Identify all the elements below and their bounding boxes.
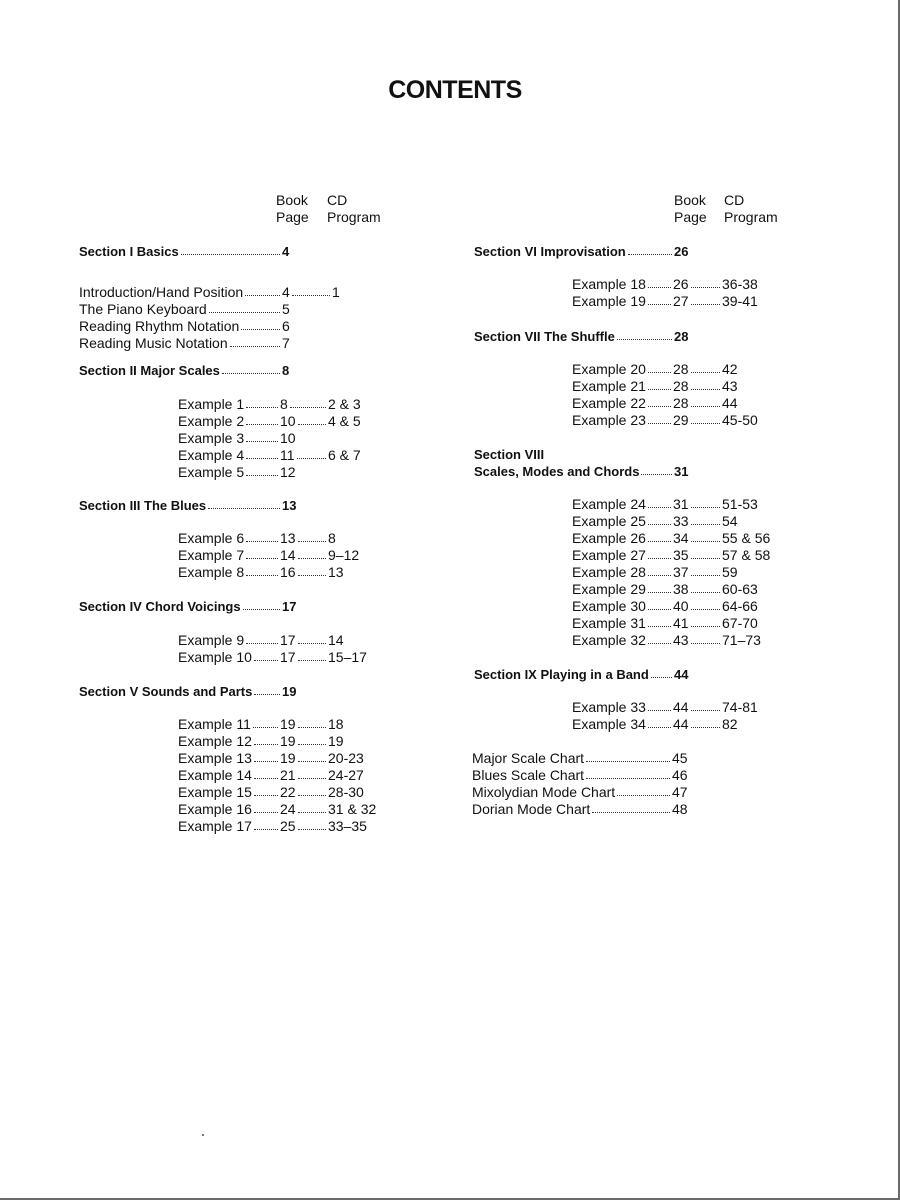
dot-leader	[691, 524, 720, 525]
dot-leader	[254, 795, 278, 796]
entry-label: Example 13	[178, 750, 252, 766]
page-number: 45	[672, 750, 688, 766]
toc-entry	[79, 335, 379, 352]
toc-entry	[178, 464, 408, 481]
dot-leader	[246, 441, 278, 442]
toc-entry	[572, 716, 802, 733]
entry-label: Example 4	[178, 447, 245, 463]
dot-leader	[297, 458, 326, 459]
dot-leader	[254, 660, 278, 661]
cd-program-number: 19	[328, 733, 344, 749]
chart-entry	[472, 767, 772, 784]
page-number: 28	[674, 329, 689, 344]
cd-program-number: 1	[332, 284, 340, 300]
page-number: 26	[674, 244, 689, 259]
cd-program-number: 55 & 56	[722, 530, 771, 546]
cd-program-number: 13	[328, 564, 344, 580]
dot-leader	[691, 304, 720, 305]
cd-program-number: 4 & 5	[328, 413, 361, 429]
dot-leader	[648, 304, 671, 305]
page-number: 4	[282, 284, 290, 300]
page-number: 10	[280, 430, 296, 446]
entry-label: Example 7	[178, 547, 245, 563]
cd-program-number: 67-70	[722, 615, 758, 631]
dot-leader	[298, 541, 326, 542]
section-heading	[474, 463, 774, 480]
dot-leader	[691, 727, 720, 728]
cd-program-number: 60-63	[722, 581, 758, 597]
toc-entry	[178, 447, 408, 464]
entry-label: Example 32	[572, 632, 646, 648]
dot-leader	[254, 812, 278, 813]
entry-label: Example 17	[178, 818, 252, 834]
page-number: 38	[673, 581, 689, 597]
dot-leader	[292, 295, 330, 296]
page-number: 8	[282, 363, 290, 378]
page-number: 40	[673, 598, 689, 614]
entry-label: Example 6	[178, 530, 245, 546]
entry-label: Example 8	[178, 564, 245, 580]
page-number: 31	[673, 496, 689, 512]
toc-entry	[178, 632, 408, 649]
dot-leader	[298, 727, 326, 728]
cd-program-number: 6 & 7	[328, 447, 361, 463]
entry-label: Example 27	[572, 547, 646, 563]
dot-leader	[298, 744, 326, 745]
toc-entry	[79, 284, 379, 301]
dot-leader	[246, 458, 278, 459]
page-number: 27	[673, 293, 689, 309]
dot-leader	[691, 609, 720, 610]
dot-leader	[648, 710, 671, 711]
page-number: 28	[673, 361, 689, 377]
page-number: 19	[280, 733, 296, 749]
page-number: 29	[673, 412, 689, 428]
entry-label: Example 12	[178, 733, 252, 749]
page-title: CONTENTS	[388, 76, 522, 104]
cd-program-number: 57 & 58	[722, 547, 771, 563]
toc-entry	[572, 564, 802, 581]
dot-leader	[648, 541, 671, 542]
page-number: 5	[282, 301, 290, 317]
dot-leader	[246, 475, 278, 476]
page-number: 4	[282, 244, 290, 259]
toc-entry	[178, 801, 408, 818]
entry-label: Section III The Blues	[79, 498, 207, 513]
page-number: 35	[673, 547, 689, 563]
dot-leader	[298, 778, 326, 779]
section-heading	[79, 598, 379, 615]
entry-label: Example 33	[572, 699, 646, 715]
dot-leader	[691, 389, 720, 390]
page-number: 12	[280, 464, 296, 480]
chart-entry	[472, 784, 772, 801]
dot-leader	[586, 761, 670, 762]
dot-leader	[617, 339, 672, 340]
dot-leader	[254, 829, 278, 830]
dot-leader	[246, 541, 278, 542]
page-number: 48	[672, 801, 688, 817]
toc-entry	[178, 530, 408, 547]
page-number: 7	[282, 335, 290, 351]
toc-entry	[178, 547, 408, 564]
entry-label: Introduction/Hand Position	[79, 284, 244, 300]
page-number: 28	[673, 395, 689, 411]
page-number: 31	[674, 464, 689, 479]
section-heading	[474, 666, 774, 683]
toc-entry	[79, 318, 379, 335]
dot-leader	[298, 829, 326, 830]
chart-entry	[472, 801, 772, 818]
page-number: 43	[673, 632, 689, 648]
cd-program-number: 44	[722, 395, 738, 411]
entry-label: Example 15	[178, 784, 252, 800]
cd-program-header-right: CD Program	[724, 192, 778, 225]
dot-leader	[648, 558, 671, 559]
dot-leader	[648, 287, 671, 288]
dot-leader	[246, 407, 278, 408]
dot-leader	[648, 626, 671, 627]
page-number: 6	[282, 318, 290, 334]
dot-leader	[298, 795, 326, 796]
toc-entry	[572, 632, 802, 649]
entry-label: Example 26	[572, 530, 646, 546]
dot-leader	[208, 508, 280, 509]
toc-entry	[572, 496, 802, 513]
entry-label: Example 19	[572, 293, 646, 309]
toc-entry	[79, 301, 379, 318]
entry-label: Section V Sounds and Parts	[79, 684, 253, 699]
page-number: 34	[673, 530, 689, 546]
cd-program-number: 82	[722, 716, 738, 732]
cd-program-number: 42	[722, 361, 738, 377]
dot-leader	[298, 575, 326, 576]
cd-program-number: 33–35	[328, 818, 367, 834]
cd-program-number: 15–17	[328, 649, 367, 665]
toc-entry	[572, 699, 802, 716]
cd-program-number: 54	[722, 513, 738, 529]
dot-leader	[246, 424, 278, 425]
page-number: 16	[280, 564, 296, 580]
dot-leader	[254, 694, 280, 695]
toc-entry	[178, 767, 408, 784]
dot-leader	[243, 609, 280, 610]
entry-label: Reading Rhythm Notation	[79, 318, 240, 334]
entry-label: Section VI Improvisation	[474, 244, 626, 259]
cd-program-number: 28-30	[328, 784, 364, 800]
page-number: 47	[672, 784, 688, 800]
dot-leader	[648, 372, 671, 373]
entry-label: Mixolydian Mode Chart	[472, 784, 616, 800]
page-number: 26	[673, 276, 689, 292]
dot-leader	[648, 507, 671, 508]
page-number: 28	[673, 378, 689, 394]
dot-leader	[592, 812, 670, 813]
toc-entry	[572, 412, 802, 429]
entry-label: Example 3	[178, 430, 245, 446]
page-number: 10	[280, 413, 296, 429]
cd-program-number: 39-41	[722, 293, 758, 309]
page-number: 41	[673, 615, 689, 631]
dot-leader	[691, 643, 720, 644]
dot-leader	[648, 643, 671, 644]
cd-program-number: 31 & 32	[328, 801, 377, 817]
dot-leader	[691, 423, 720, 424]
entry-label: Example 9	[178, 632, 245, 648]
book-page-header-left: Book Page	[276, 192, 309, 225]
entry-label: Example 20	[572, 361, 646, 377]
entry-label: Example 25	[572, 513, 646, 529]
page-number: 33	[673, 513, 689, 529]
cd-program-number: 43	[722, 378, 738, 394]
toc-entry	[572, 276, 802, 293]
entry-label: Section I Basics	[79, 244, 179, 259]
page-number: 8	[280, 396, 288, 412]
section-heading	[474, 328, 774, 345]
section-heading	[79, 243, 379, 260]
section-heading	[79, 497, 379, 514]
entry-label: Example 11	[178, 716, 251, 732]
page-number: 17	[280, 632, 296, 648]
entry-label: Example 2	[178, 413, 245, 429]
dot-leader	[245, 295, 280, 296]
entry-label: Dorian Mode Chart	[472, 801, 591, 817]
entry-label: Example 1	[178, 396, 245, 412]
entry-label: Section II Major Scales	[79, 363, 220, 378]
dot-leader	[691, 372, 720, 373]
cd-program-number: 36-38	[722, 276, 758, 292]
entry-label: Example 14	[178, 767, 252, 783]
entry-label: Example 34	[572, 716, 646, 732]
dot-leader	[254, 744, 278, 745]
toc-entry	[178, 649, 408, 666]
toc-entry	[572, 361, 802, 378]
cd-program-number: 64-66	[722, 598, 758, 614]
page-number: 17	[282, 599, 297, 614]
entry-label: Example 21	[572, 378, 646, 394]
section-heading	[79, 683, 379, 700]
dot-leader	[586, 778, 670, 779]
dot-leader	[691, 558, 720, 559]
cd-program-number: 18	[328, 716, 344, 732]
page-number: 22	[280, 784, 296, 800]
scan-speck	[202, 1134, 204, 1136]
dot-leader	[298, 812, 326, 813]
cd-program-number: 59	[722, 564, 738, 580]
toc-entry	[178, 716, 408, 733]
page-number: 13	[280, 530, 296, 546]
entry-label: Example 24	[572, 496, 646, 512]
toc-entry	[572, 513, 802, 530]
dot-leader	[648, 727, 671, 728]
dot-leader	[181, 254, 280, 255]
toc-entry	[178, 784, 408, 801]
cd-program-number: 14	[328, 632, 344, 648]
dot-leader	[241, 329, 280, 330]
dot-leader	[691, 626, 720, 627]
dot-leader	[691, 592, 720, 593]
dot-leader	[648, 575, 671, 576]
entry-label: Example 16	[178, 801, 252, 817]
entry-label: Example 30	[572, 598, 646, 614]
section-heading-line1: Section VIII	[474, 447, 545, 462]
dot-leader	[254, 761, 278, 762]
page-number: 21	[280, 767, 296, 783]
dot-leader	[298, 558, 326, 559]
dot-leader	[246, 558, 278, 559]
toc-entry	[572, 293, 802, 310]
dot-leader	[691, 507, 720, 508]
entry-label: Scales, Modes and Chords	[474, 464, 640, 479]
section-heading	[79, 362, 379, 379]
dot-leader	[648, 389, 671, 390]
cd-program-number: 71–73	[722, 632, 761, 648]
entry-label: Example 28	[572, 564, 646, 580]
toc-entry	[572, 598, 802, 615]
toc-entry	[572, 547, 802, 564]
toc-entry	[178, 818, 408, 835]
cd-program-number: 74-81	[722, 699, 758, 715]
toc-entry	[178, 733, 408, 750]
entry-label: Major Scale Chart	[472, 750, 585, 766]
cd-program-number: 51-53	[722, 496, 758, 512]
cd-program-number: 24-27	[328, 767, 364, 783]
page-number: 11	[280, 447, 295, 463]
cd-program-number: 2 & 3	[328, 396, 361, 412]
dot-leader	[691, 287, 720, 288]
page-number: 37	[673, 564, 689, 580]
dot-leader	[298, 660, 326, 661]
dot-leader	[246, 643, 278, 644]
toc-entry	[178, 396, 408, 413]
book-page-header-right: Book Page	[674, 192, 707, 225]
entry-label: Section IX Playing in a Band	[474, 667, 649, 682]
dot-leader	[651, 677, 672, 678]
toc-entry	[572, 530, 802, 547]
cd-program-number: 20-23	[328, 750, 364, 766]
page-number: 19	[280, 750, 296, 766]
entry-label: Example 10	[178, 649, 252, 665]
toc-entry	[178, 564, 408, 581]
cd-program-header-left: CD Program	[327, 192, 381, 225]
dot-leader	[222, 373, 280, 374]
dot-leader	[648, 423, 671, 424]
entry-label: Section IV Chord Voicings	[79, 599, 241, 614]
page-number: 19	[282, 684, 297, 699]
dot-leader	[648, 406, 671, 407]
page-number: 13	[282, 498, 297, 513]
chart-entry	[472, 750, 772, 767]
page-number: 46	[672, 767, 688, 783]
entry-label: Example 31	[572, 615, 646, 631]
entry-label: Blues Scale Chart	[472, 767, 585, 783]
dot-leader	[298, 643, 326, 644]
cd-program-number: 45-50	[722, 412, 758, 428]
dot-leader	[691, 575, 720, 576]
page-number: 17	[280, 649, 296, 665]
entry-label: The Piano Keyboard	[79, 301, 207, 317]
toc-entry	[572, 615, 802, 632]
toc-entry	[572, 378, 802, 395]
dot-leader	[254, 778, 278, 779]
dot-leader	[298, 761, 326, 762]
page-number: 25	[280, 818, 296, 834]
entry-label: Example 18	[572, 276, 646, 292]
page-number: 14	[280, 547, 296, 563]
dot-leader	[691, 710, 720, 711]
entry-label: Example 22	[572, 395, 646, 411]
page-number: 24	[280, 801, 296, 817]
dot-leader	[230, 346, 280, 347]
dot-leader	[628, 254, 672, 255]
dot-leader	[648, 609, 671, 610]
toc-entry	[572, 581, 802, 598]
page-number: 44	[673, 699, 689, 715]
dot-leader	[253, 727, 278, 728]
dot-leader	[648, 524, 671, 525]
dot-leader	[298, 424, 326, 425]
page-number: 44	[674, 667, 689, 682]
toc-entry	[178, 430, 408, 447]
dot-leader	[246, 575, 278, 576]
entry-label: Example 23	[572, 412, 646, 428]
dot-leader	[691, 406, 720, 407]
entry-label: Reading Music Notation	[79, 335, 228, 351]
toc-entry	[178, 413, 408, 430]
entry-label: Example 29	[572, 581, 646, 597]
entry-label: Section VII The Shuffle	[474, 329, 615, 344]
page-number: 19	[280, 716, 296, 732]
dot-leader	[617, 795, 670, 796]
toc-entry	[572, 395, 802, 412]
dot-leader	[290, 407, 326, 408]
dot-leader	[641, 474, 672, 475]
dot-leader	[691, 541, 720, 542]
section-heading	[474, 243, 774, 260]
dot-leader	[648, 592, 671, 593]
entry-label: Example 5	[178, 464, 245, 480]
cd-program-number: 9–12	[328, 547, 360, 563]
toc-entry	[178, 750, 408, 767]
dot-leader	[209, 312, 280, 313]
cd-program-number: 8	[328, 530, 336, 546]
page-number: 44	[673, 716, 689, 732]
